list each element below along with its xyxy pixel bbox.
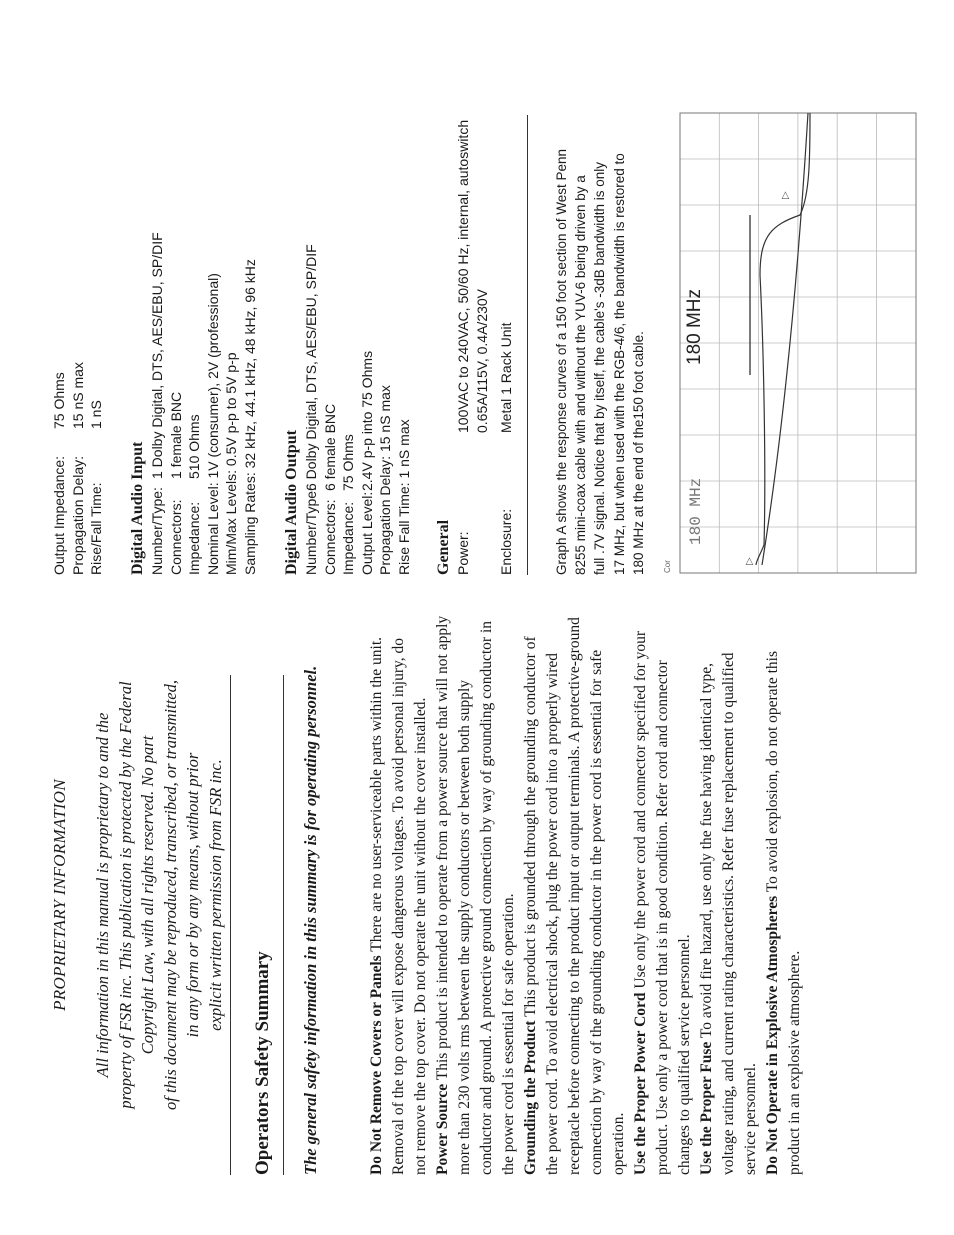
spec-row [321,15,340,575]
safety-item-heading: Do Not Operate in Explosive Atmospheres [764,895,781,1175]
spec-row [148,15,167,575]
response-graph [660,105,920,575]
spec-label: Propagation Delay: [69,455,86,575]
spec-label: Output Impedance: [51,455,67,575]
spec-label: Enclosure: [498,508,514,575]
safety-item-text: This product is grounded through the grounding conductor of the power cord. To avoid electrical shock, plug the power cord into a properly wired receptacle before connecting to the product input or output terminals. A protective-ground connection by way of the grounding conductor in the power cord is essential for safe operation. [522,617,627,1175]
spec-row [497,15,516,575]
graph-grid [680,113,916,573]
spec-value: Metal 1 Rack Unit [498,322,514,433]
spec-label: Power: [455,531,471,575]
proprietary-line: in any form or by any means, without prior [183,752,202,1038]
spec-digital-output [282,15,413,575]
safety-item [366,615,432,1175]
safety-item-text: Use only the power cord and connector specified for your product. Use only a power cord that is in good condition. Refer cord and connector changes to qualified service personnel. [632,630,693,1175]
spec-label: Impedance: [186,501,202,575]
safety-body [366,615,806,1175]
safety-item [630,615,696,1175]
spec-line: Sampling Rates: 32 kHz, 44.1 kHz, 48 kHz, 96 kHz [241,259,258,575]
proprietary-notice [92,615,227,1175]
spec-line: Propagation Delay: 15 nS max [377,385,393,575]
spec-value: 1 female BNC [167,391,184,479]
safety-item-text: There are no user-serviceable parts within the unit. Removal of the top cover will expose dangerous voltages. To avoid personal injury, do not remove the top cover. Do not operate the unit without the cover installed. [368,636,429,1175]
spec-label: Connectors: [321,499,338,575]
safety-item-text: To avoid fire hazard, use only the fuse having identical type, voltage rating, and current rating characteristics. Refer fuse replacement to qualified service personnel. [698,652,759,1175]
graph-description-line: full .7V signal. Notice that by itself, the cable's -3dB bandwidth is only [592,161,608,575]
marker-label-small: 180 MHz [687,477,705,545]
divider [527,115,528,575]
spec-row [454,15,473,575]
spec-line: Nominal Level: 1V (consumer), 2V (professional) [204,273,221,575]
section-heading: General [435,519,452,575]
spec-top [50,15,106,575]
marker-triangle-icon: ▷ [744,557,755,565]
safety-title: Operators Safety Summary [252,951,273,1175]
spec-value: 75 Ohms [51,372,67,429]
graph-description [552,15,648,575]
response-curve-with-yuv6 [756,113,810,565]
safety-item-heading: Do Not Remove Covers or Panels [368,955,385,1175]
spec-label: Number/Type: [149,487,165,575]
marker-triangle-icon: ▷ [780,191,791,199]
safety-item-heading: Use the Proper Fuse [698,1041,715,1175]
spec-value: 2.4V p-p into 75 Ohms [358,350,375,491]
safety-item-heading: Use the Proper Power Cord [632,992,649,1175]
spec-digital-input [128,15,259,575]
spec-row [50,15,69,575]
safety-item-text: To avoid explosion, do not operate this product in an explosive atmosphere. [764,650,803,1175]
spec-general [434,15,516,575]
spec-value: 1 Dolby Digital, DTS, AES/EBU, SP/DIF [149,232,165,479]
spec-label: Rise/Fall Time: [88,482,104,575]
proprietary-line: explicit written permission from FSR inc. [205,759,225,1031]
graph-corner-label: Cor [663,560,672,573]
proprietary-line: All information in this manual is proprietary to and the [93,712,112,1078]
proprietary-line: Copyright Law, with all rights reserved. No part [138,735,157,1055]
spec-row [167,15,186,575]
spec-label: Connectors: [167,499,184,575]
spec-value: 6 female BNC [321,403,338,491]
proprietary-title: PROPRIETARY INFORMATION [50,779,69,1011]
response-curve-cable [762,113,808,565]
spec-label: Number/Type: [303,487,319,575]
section-heading: Digital Audio Input [129,441,146,575]
proprietary-line: of this document may be reproduced, transcribed, or transmitted, [160,680,180,1111]
safety-item-heading: Power Source [434,1083,451,1175]
spec-value: 510 Ohms [186,414,202,479]
right-column [0,15,954,575]
spec-row [185,15,204,575]
safety-item-heading: Grounding the Product [522,1020,539,1175]
divider [230,675,231,1175]
graph-description-line: 180 MHz at the end of the150 foot cable. [630,331,646,575]
safety-item [432,615,520,1175]
spec-value: 1 nS [88,400,104,429]
spec-row [302,15,321,575]
spec-value: 75 Ohms [340,434,356,491]
safety-intro: The general safety information in this summary is for operating personnel. [301,665,320,1175]
graph-description-line: 8255 mini-coax cable with and without the YUV-6 being driven by a [573,175,589,575]
graph-description-line: 17 MHz, but when used with the RGB-4/6, the bandwidth is restored to [611,153,627,575]
graph-description-line: Graph A shows the response curves of a 150 foot section of West Penn [554,148,569,575]
spec-row [473,15,492,575]
spec-value: 6 Dolby Digital, DTS, AES/EBU, SP/DIF [303,244,319,491]
spec-label: Output Level: [358,491,375,575]
marker-label-large: 180 MHz [684,288,705,365]
divider [283,675,284,1175]
spec-row [69,15,88,575]
safety-item [762,615,806,1175]
spec-value: 0.65A/115V, 0.4A/230V [473,288,490,433]
spec-label: Impedance: [340,501,356,575]
section-heading: Digital Audio Output [283,430,300,575]
safety-item [696,615,762,1175]
spec-row [87,15,106,575]
spec-row [358,15,377,575]
spec-row [339,15,358,575]
spec-line: Rise Fall Time: 1 nS max [395,419,412,575]
spec-value: 15 nS max [69,362,86,429]
left-column [0,615,954,1175]
spec-value: 100VAC to 240VAC, 50/60 Hz, internal, autoswitch [455,119,471,433]
spec-line: Mim/Max Levels: 0.5V p-p to 5V p-p [223,352,239,575]
safety-item [520,615,630,1175]
safety-item-text: This product is intended to operate from a power source that will not apply more than 230 volts rms between the supply conductors or between both supply conductor and ground. A protective ground connection by way of grounding conductor in the power cord is essential for safe operation. [434,615,517,1175]
proprietary-line: property of FSR inc. This publication is protected by the Federal [115,681,135,1109]
